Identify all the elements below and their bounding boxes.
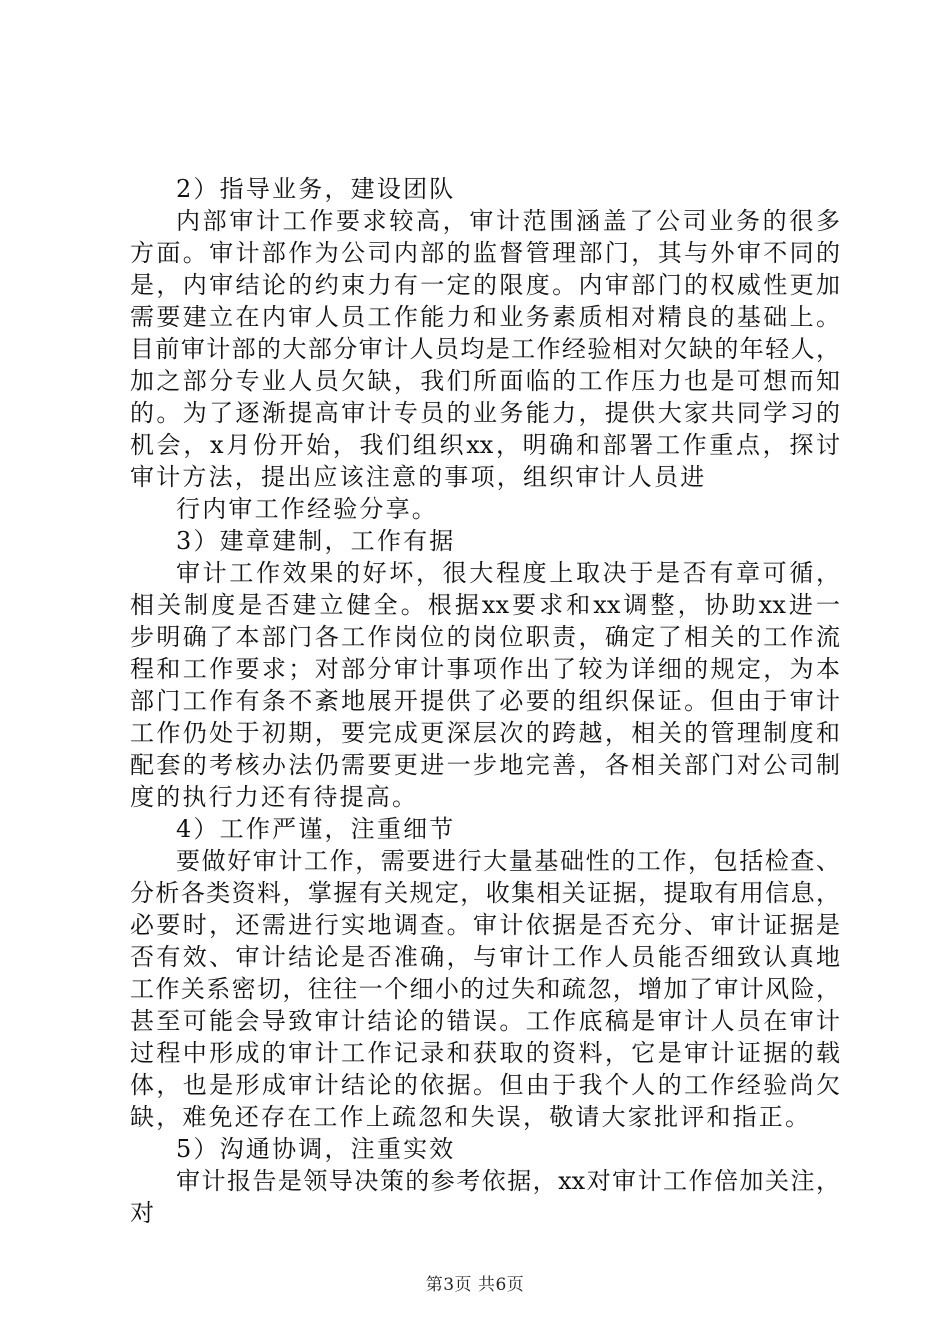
section-heading-4: 4）工作严谨，注重细节 xyxy=(176,815,456,843)
paragraph-line: 的。为了逐渐提高审计专员的业务能力，提供大家共同学习的 xyxy=(130,399,840,427)
paragraph-line: 审计工作效果的好坏，很大程度上取决于是否有章可循， xyxy=(176,559,840,587)
paragraph-line: 工作仍处于初期，要完成更深层次的跨越，相关的管理制度和 xyxy=(130,719,840,747)
page-number-footer: 第3页 共6页 xyxy=(425,1275,525,1295)
paragraph-line: 机会，x月份开始，我们组织xx，明确和部署工作重点，探讨 xyxy=(130,431,840,459)
section-heading-3: 3）建章建制，工作有据 xyxy=(176,527,456,555)
paragraph-line: 甚至可能会导致审计结论的错误。工作底稿是审计人员在审计 xyxy=(130,1007,840,1035)
paragraph-line: 分析各类资料，掌握有关规定，收集相关证据，提取有用信息， xyxy=(130,879,840,907)
paragraph-line: 否有效、审计结论是否准确，与审计工作人员能否细致认真地 xyxy=(130,943,840,971)
paragraph-line: 目前审计部的大部分审计人员均是工作经验相对欠缺的年轻人， xyxy=(130,335,840,363)
paragraph-line: 是，内审结论的约束力有一定的限度。内审部门的权威性更加 xyxy=(130,271,840,299)
paragraph-line: 过程中形成的审计工作记录和获取的资料，它是审计证据的载 xyxy=(130,1039,840,1067)
paragraph-line: 必要时，还需进行实地调查。审计依据是否充分、审计证据是 xyxy=(130,911,840,939)
paragraph-line: 度的执行力还有待提高。 xyxy=(130,783,419,811)
paragraph-line: 要做好审计工作，需要进行大量基础性的工作，包括检查、 xyxy=(176,847,840,875)
paragraph-line: 配套的考核办法仍需要更进一步地完善，各相关部门对公司制 xyxy=(130,751,840,779)
section-heading-5: 5）沟通协调，注重实效 xyxy=(176,1135,456,1163)
paragraph-line: 相关制度是否建立健全。根据xx要求和xx调整，协助xx进一 xyxy=(130,591,840,619)
paragraph-line: 审计报告是领导决策的参考依据，xx对审计工作倍加关注， xyxy=(176,1167,840,1195)
paragraph-line: 方面。审计部作为公司内部的监督管理部门，其与外审不同的 xyxy=(130,239,840,267)
paragraph-line: 步明确了本部门各工作岗位的岗位职责，确定了相关的工作流 xyxy=(130,623,840,651)
section-heading-2: 2）指导业务，建设团队 xyxy=(176,175,456,203)
paragraph-line: 行内审工作经验分享。 xyxy=(176,495,438,523)
paragraph-line: 加之部分专业人员欠缺，我们所面临的工作压力也是可想而知 xyxy=(130,367,840,395)
paragraph-line: 需要建立在内审人员工作能力和业务素质相对精良的基础上。 xyxy=(130,303,840,331)
paragraph-line: 体，也是形成审计结论的依据。但由于我个人的工作经验尚欠 xyxy=(130,1071,840,1099)
paragraph-line: 部门工作有条不紊地展开提供了必要的组织保证。但由于审计 xyxy=(130,687,840,715)
paragraph-line: 对 xyxy=(130,1199,157,1227)
document-body xyxy=(130,173,840,1229)
paragraph-line: 内部审计工作要求较高，审计范围涵盖了公司业务的很多 xyxy=(176,207,840,235)
paragraph-line: 审计方法，提出应该注意的事项，组织审计人员进 xyxy=(130,463,707,491)
paragraph-line: 缺，难免还存在工作上疏忽和失误，敬请大家批评和指正。 xyxy=(130,1103,812,1131)
paragraph-line: 工作关系密切，往往一个细小的过失和疏忽，增加了审计风险， xyxy=(130,975,840,1003)
paragraph-line: 程和工作要求；对部分审计事项作出了较为详细的规定，为本 xyxy=(130,655,840,683)
